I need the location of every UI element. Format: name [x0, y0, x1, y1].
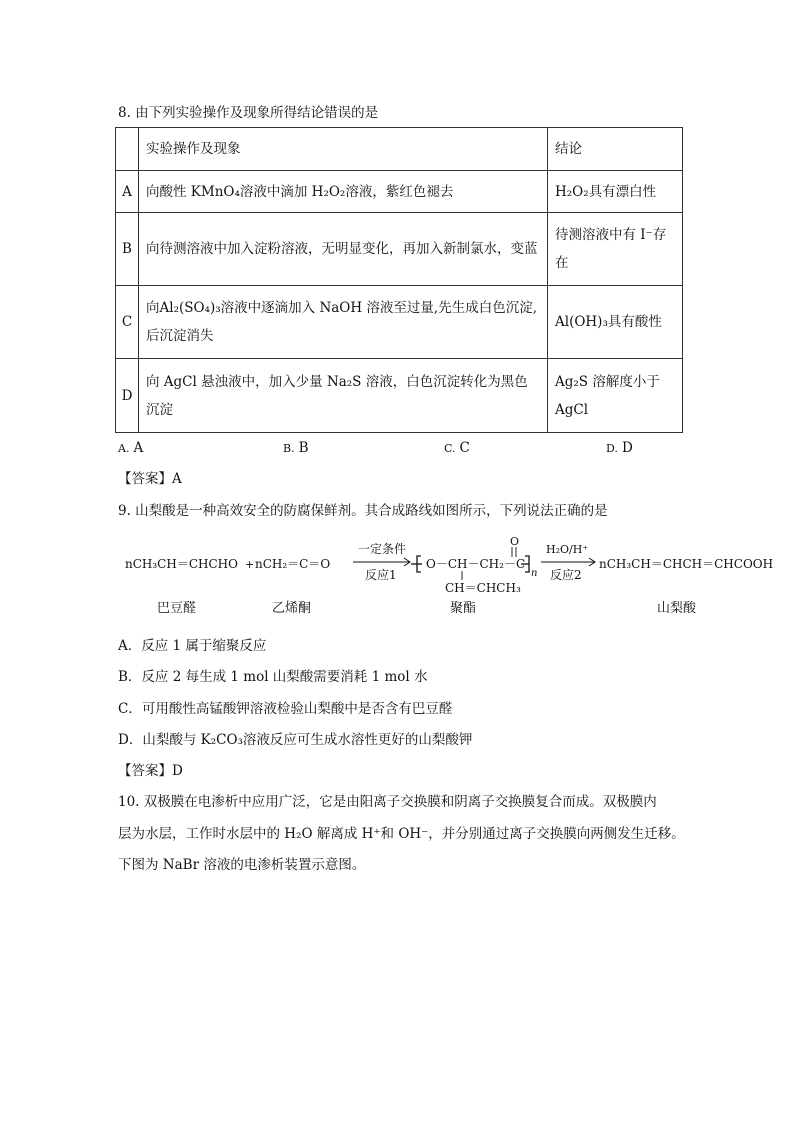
synthesis-scheme [125, 532, 775, 624]
polymer-n: n [531, 568, 538, 579]
arrow1-condition: 一定条件 [358, 542, 407, 556]
name-crotonaldehyde: 巴豆醛 [157, 601, 197, 616]
q9-option-b[interactable]: B．反应 2 每生成 1 mol 山梨酸需要消耗 1 mol 水 [118, 669, 428, 685]
q8-option-d[interactable]: D. D [606, 440, 633, 456]
product-sorbic-acid: nCH₃CH＝CHCH＝CHCOOH [599, 557, 774, 571]
q9-option-c[interactable]: C．可用酸性高锰酸钾溶液检验山梨酸中是否含有巴豆醛 [118, 701, 453, 717]
header-label-cell [116, 128, 139, 171]
q9-option-a[interactable]: A．反应 1 属于缩聚反应 [118, 638, 267, 654]
q8-option-b[interactable]: B. B [283, 440, 309, 456]
q9-option-d[interactable]: D．山梨酸与 K₂CO₃溶液反应可生成水溶性更好的山梨酸钾 [118, 732, 473, 748]
arrow2-condition: H₂O/H⁺ [546, 543, 589, 556]
q8-stem: 8. 由下列实验操作及现象所得结论错误的是 [118, 105, 379, 121]
q8-option-a[interactable]: A. A [118, 440, 144, 456]
row-label: D [116, 359, 139, 433]
arrow1-label: 反应1 [365, 568, 397, 582]
header-conclusion: 结论 [548, 128, 683, 171]
polymer-chain: O－CH－CH₂－C [426, 557, 526, 571]
reactant-ketene: nCH₂＝C＝O [255, 557, 331, 571]
table-row [116, 171, 683, 213]
row-operation: 向酸性 KMnO₄溶液中滴加 H₂O₂溶液，紫红色褪去 [139, 171, 548, 213]
row-conclusion: Al(OH)₃具有酸性 [548, 286, 683, 359]
name-polyester: 聚酯 [450, 601, 477, 616]
polymer-side-chain: CH＝CHCH₃ [445, 581, 521, 595]
row-label: A [116, 171, 139, 213]
row-conclusion: Ag₂S 溶解度小于AgCl [548, 359, 683, 433]
name-sorbic-acid: 山梨酸 [657, 601, 697, 616]
arrow2-label: 反应2 [550, 568, 582, 582]
q10-line-1: 10. 双极膜在电渗析中应用广泛，它是由阳离子交换膜和阴离子交换膜复合而成。双极膜内 [118, 794, 657, 810]
q8-answer: 【答案】A [118, 471, 182, 487]
row-label: C [116, 286, 139, 359]
experiment-table [115, 127, 683, 433]
row-conclusion: 待测溶液中有 I⁻存在 [548, 213, 683, 286]
reactant-crotonaldehyde: nCH₃CH＝CHCHO [125, 557, 238, 571]
table-row [116, 213, 683, 286]
table-row [116, 359, 683, 433]
carbonyl-oxygen: O [510, 535, 520, 548]
q9-stem: 9. 山梨酸是一种高效安全的防腐保鲜剂。其合成路线如图所示，下列说法正确的是 [118, 503, 608, 519]
q8-option-c[interactable]: C. C [444, 440, 470, 456]
plus-sign: + [245, 558, 255, 571]
row-operation: 向 AgCl 悬浊液中，加入少量 Na₂S 溶液，白色沉淀转化为黑色沉淀 [139, 359, 548, 433]
row-operation: 向Al₂(SO₄)₃溶液中逐滴加入 NaOH 溶液至过量,先生成白色沉淀,后沉淀消失 [139, 286, 548, 359]
row-operation: 向待测溶液中加入淀粉溶液，无明显变化，再加入新制氯水，变蓝 [139, 213, 548, 286]
q10-line-2: 层为水层，工作时水层中的 H₂O 解离成 H⁺和 OH⁻，并分别通过离子交换膜向两侧发生迁移。 [118, 826, 685, 842]
table-row [116, 286, 683, 359]
q9-answer: 【答案】D [118, 763, 183, 779]
name-ketene: 乙烯酮 [272, 601, 312, 616]
q10-line-3: 下图为 NaBr 溶液的电渗析装置示意图。 [118, 857, 366, 873]
header-operation: 实验操作及现象 [139, 128, 548, 171]
row-label: B [116, 213, 139, 286]
table-header-row [116, 128, 683, 171]
row-conclusion: H₂O₂具有漂白性 [548, 171, 683, 213]
